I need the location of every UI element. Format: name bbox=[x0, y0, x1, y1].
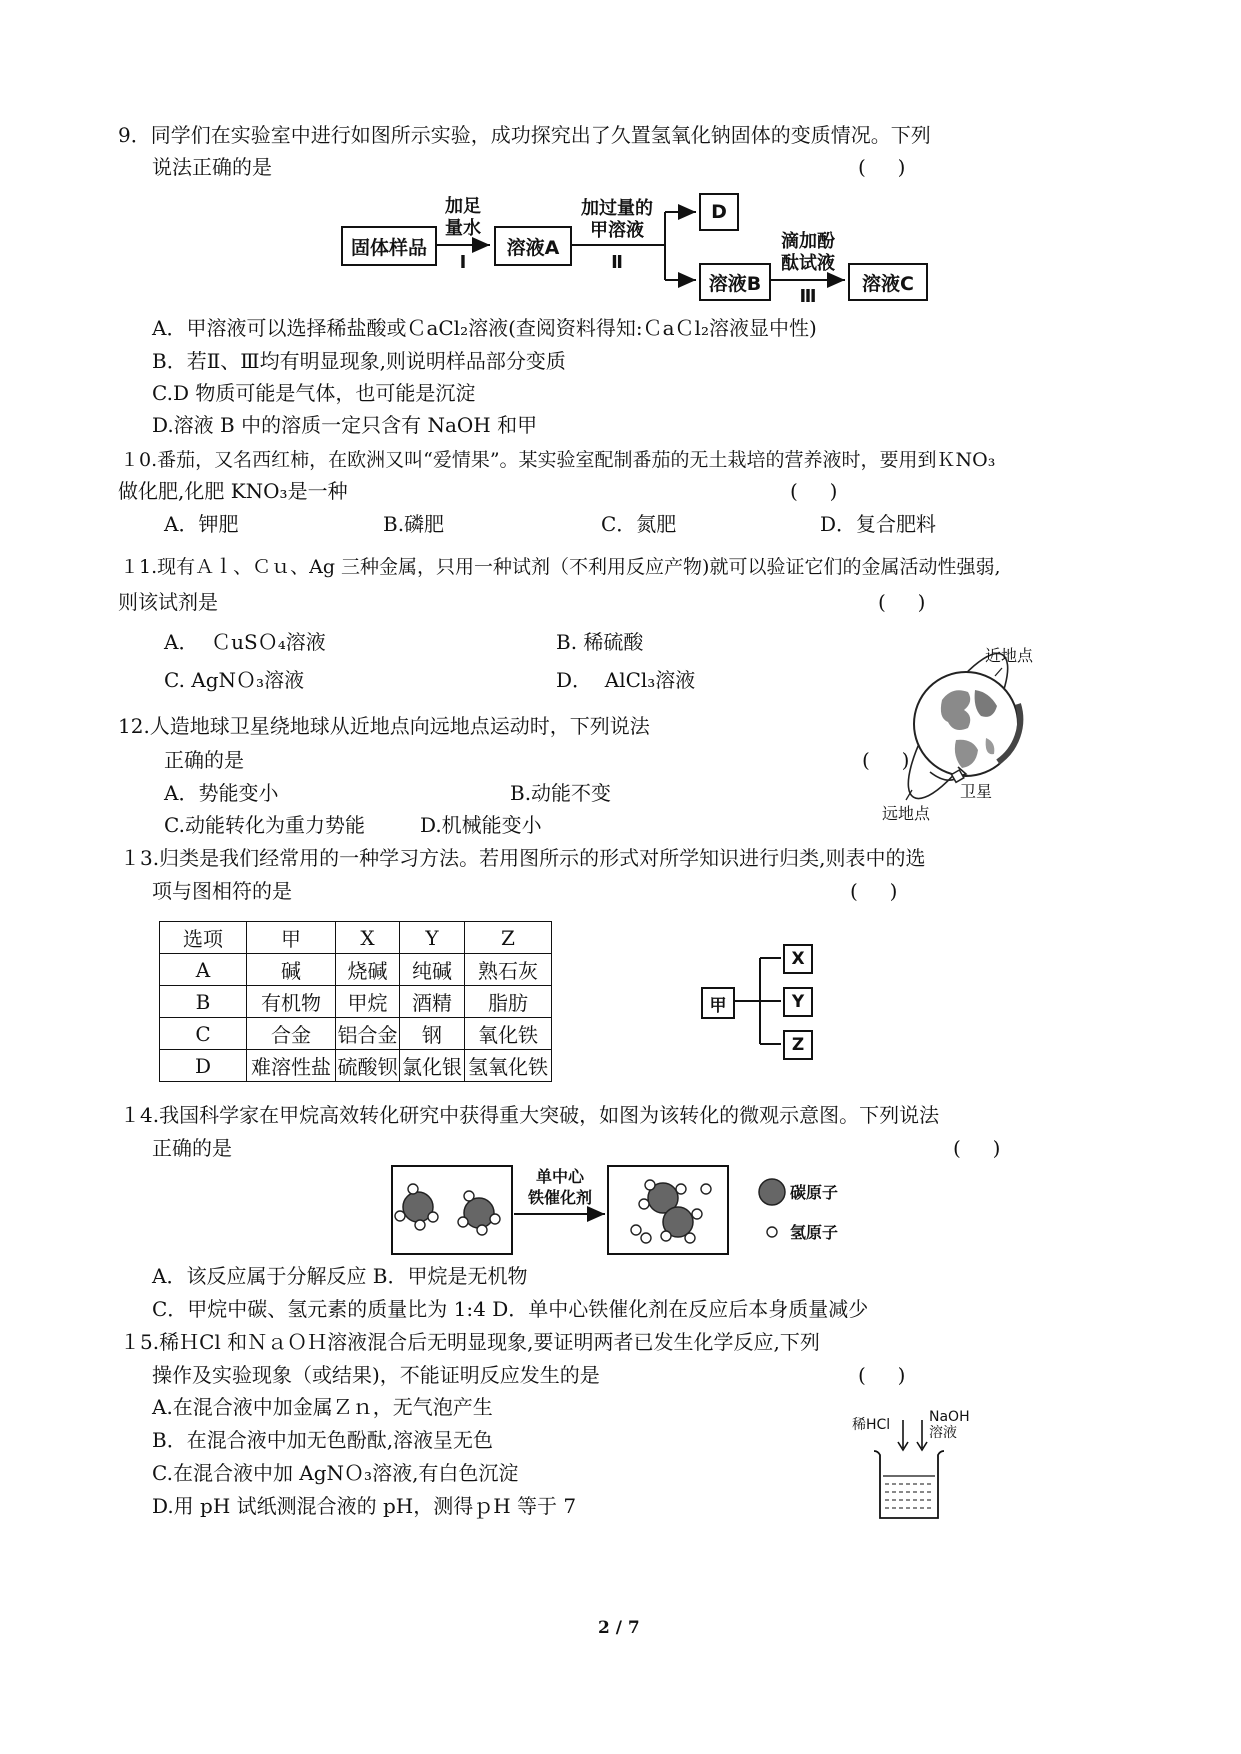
table-cell: 熟石灰 bbox=[465, 954, 552, 986]
q10-option-d: D．复合肥料 bbox=[820, 512, 937, 536]
tree-y-box: Y bbox=[783, 987, 813, 1017]
q10-option-a: A．钾肥 bbox=[164, 512, 239, 536]
carbon-atom-legend: 碳原子 bbox=[790, 1183, 839, 1202]
q15-option-c: C.在混合液中加 AgNＯ₃溶液,有白色沉淀 bbox=[152, 1461, 519, 1485]
q14-stem-line1: １4.我国科学家在甲烷高效转化研究中获得重大突破，如图为该转化的微观示意图。下列说法 bbox=[120, 1103, 940, 1127]
q11-stem-line2: 则该试剂是 bbox=[118, 590, 218, 614]
step2-number: Ⅱ bbox=[611, 252, 623, 273]
page-number: 2 / 7 bbox=[598, 1618, 640, 1638]
step3-label: 滴加酚 酞试液 bbox=[781, 231, 835, 274]
solution-a-box: 溶液A bbox=[494, 226, 572, 266]
table-header-cell: Z bbox=[465, 922, 552, 954]
solution-b-box: 溶液B bbox=[699, 263, 771, 301]
catalyst-label: 单中心 铁催化剂 bbox=[527, 1167, 592, 1207]
table-cell: 硫酸钡 bbox=[336, 1050, 400, 1082]
perigee-label: 近地点 bbox=[985, 646, 1034, 665]
step1-number: Ⅰ bbox=[459, 252, 467, 273]
q9-answer-bracket: ( ) bbox=[858, 155, 906, 179]
table-cell: 钢 bbox=[400, 1018, 465, 1050]
q12-stem-line1: 12.人造地球卫星绕地球从近地点向远地点运动时，下列说法 bbox=[118, 714, 650, 738]
q15-stem-line1: １5.稀ＨCl 和ＮａＯＨ溶液混合后无明显现象,要证明两者已发生化学反应,下列 bbox=[120, 1330, 820, 1354]
q12-option-a: A．势能变小 bbox=[164, 781, 279, 805]
table-cell: 酒精 bbox=[400, 986, 465, 1018]
step2-label: 加过量的 甲溶液 bbox=[581, 198, 653, 241]
q10-stem-line2: 做化肥,化肥 KNO₃是一种 bbox=[118, 479, 348, 503]
table-cell: 甲烷 bbox=[336, 986, 400, 1018]
hydrogen-atom-legend: 氢原子 bbox=[790, 1223, 839, 1242]
q11-option-b: B. 稀硫酸 bbox=[556, 630, 644, 654]
table-header-cell: X bbox=[336, 922, 400, 954]
table-cell: 铝合金 bbox=[336, 1018, 400, 1050]
q13-stem-line2: 项与图相符的是 bbox=[152, 879, 292, 903]
table-cell: 氢氧化铁 bbox=[465, 1050, 552, 1082]
q10-answer-bracket: ( ) bbox=[790, 479, 838, 503]
table-cell: 碱 bbox=[247, 954, 336, 986]
q11-option-c: C. AgNＯ₃溶液 bbox=[164, 668, 305, 692]
q11-stem-line1: １1.现有Ａｌ、Ｃｕ、Ag 三种金属，只用一种试剂（不利用反应产物)就可以验证它们的金属活动性强弱, bbox=[120, 556, 1001, 578]
solution-c-box: 溶液C bbox=[848, 263, 928, 301]
q12-answer-bracket: ( ) bbox=[862, 748, 910, 772]
q14-stem-line2: 正确的是 bbox=[152, 1136, 232, 1160]
solid-sample-box: 固体样品 bbox=[341, 226, 437, 266]
q11-option-d: D． AlCl₃溶液 bbox=[556, 668, 696, 692]
q15-stem-line2: 操作及实验现象（或结果)，不能证明反应发生的是 bbox=[152, 1363, 600, 1387]
q14-option-ab: A．该反应属于分解反应 B．甲烷是无机物 bbox=[152, 1264, 528, 1288]
q12-option-c: C.动能转化为重力势能 bbox=[164, 813, 365, 837]
table-cell: B bbox=[160, 986, 247, 1018]
tree-z-box: Z bbox=[783, 1030, 813, 1060]
table-header-cell: 选项 bbox=[160, 922, 247, 954]
step1-label: 加足 量水 bbox=[445, 196, 481, 239]
q13-answer-bracket: ( ) bbox=[850, 879, 898, 903]
table-cell: 合金 bbox=[247, 1018, 336, 1050]
q9-option-d: D.溶液 B 中的溶质一定只含有 NaOH 和甲 bbox=[152, 413, 538, 437]
table-cell: 难溶性盐 bbox=[247, 1050, 336, 1082]
apogee-label: 远地点 bbox=[882, 804, 931, 823]
q15-option-d: D.用 pH 试纸测混合液的 pH，测得ｐH 等于 7 bbox=[152, 1494, 577, 1518]
q12-option-b: B.动能不变 bbox=[510, 781, 612, 805]
table-cell: 纯碱 bbox=[400, 954, 465, 986]
tree-x-box: X bbox=[783, 944, 813, 974]
q15-answer-bracket: ( ) bbox=[858, 1363, 906, 1387]
table-cell: 烧碱 bbox=[336, 954, 400, 986]
q10-option-b: B.磷肥 bbox=[383, 512, 445, 536]
q14-option-cd: C．甲烷中碳、氢元素的质量比为 1:4 D．单中心铁催化剂在反应后本身质量减少 bbox=[152, 1297, 869, 1321]
q9-option-c: C.D 物质可能是气体，也可能是沉淀 bbox=[152, 381, 476, 405]
q10-stem-line1: １0.番茄，又名西红柿，在欧洲又叫“爱情果”。某实验室配制番茄的无土栽培的营养液时，要用到ＫNO₃ bbox=[120, 449, 996, 471]
q9-stem-line1: 9．同学们在实验室中进行如图所示实验，成功探究出了久置氢氧化钠固体的变质情况。下列 bbox=[118, 123, 931, 147]
table-cell: 氯化银 bbox=[400, 1050, 465, 1082]
q11-option-a: A． ＣuSＯ₄溶液 bbox=[164, 630, 326, 654]
q15-option-a: A.在混合液中加金属Ｚｎ，无气泡产生 bbox=[152, 1395, 493, 1419]
table-cell: A bbox=[160, 954, 247, 986]
q9-stem-line2: 说法正确的是 bbox=[152, 155, 272, 179]
q9-option-a: A．甲溶液可以选择稀盐酸或ＣaCl₂溶液(查阅资料得知:ＣaＣl₂溶液显中性) bbox=[152, 316, 817, 340]
table-header-cell: 甲 bbox=[247, 922, 336, 954]
q13-stem-line1: １3.归类是我们经常用的一种学习方法。若用图所示的形式对所学知识进行归类,则表中的选 bbox=[120, 846, 926, 870]
q12-stem-line2: 正确的是 bbox=[164, 748, 244, 772]
table-cell: 氧化铁 bbox=[465, 1018, 552, 1050]
q14-answer-bracket: ( ) bbox=[953, 1136, 1001, 1160]
q9-option-b: B．若Ⅱ、Ⅲ均有明显现象,则说明样品部分变质 bbox=[152, 349, 566, 373]
tree-root-box: 甲 bbox=[701, 987, 735, 1019]
table-cell: D bbox=[160, 1050, 247, 1082]
table-cell: 有机物 bbox=[247, 986, 336, 1018]
q12-option-d: D.机械能变小 bbox=[420, 813, 542, 837]
q11-answer-bracket: ( ) bbox=[878, 590, 926, 614]
q15-option-b: B．在混合液中加无色酚酞,溶液呈无色 bbox=[152, 1428, 494, 1452]
box-d: D bbox=[699, 193, 739, 231]
table-header-cell: Y bbox=[400, 922, 465, 954]
naoh-label: NaOH 溶液 bbox=[929, 1409, 970, 1441]
step3-number: Ⅲ bbox=[799, 286, 817, 307]
hcl-label: 稀HCl bbox=[852, 1417, 891, 1433]
q10-option-c: C．氮肥 bbox=[601, 512, 677, 536]
table-cell: C bbox=[160, 1018, 247, 1050]
table-cell: 脂肪 bbox=[465, 986, 552, 1018]
satellite-label: 卫星 bbox=[960, 782, 993, 801]
